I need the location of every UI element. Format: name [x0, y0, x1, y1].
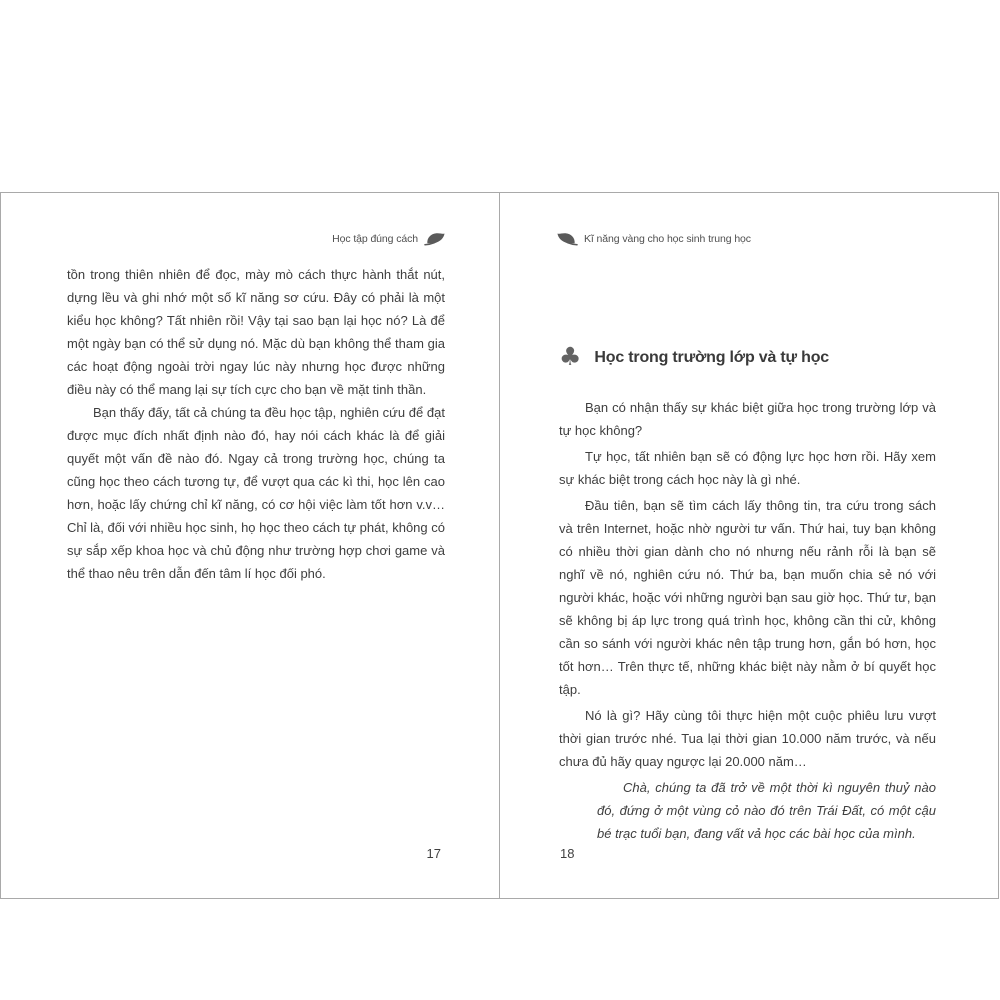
- left-page-text-column: [67, 263, 445, 585]
- paragraph: Bạn thấy đấy, tất cả chúng ta đều học tập, nghiên cứu để đạt được mục đích nhất định nào đó, hay nói cách khác là để giải quyết một vấn đề nào đó. Ngay cả trong trường học, chúng ta cũng học theo cách tương tự, để vượt qua các kì thi, học lên cao hơn, hoặc lấy chứng chỉ kĩ năng, có cơ hội việc làm tốt hơn v.v… Chỉ là, đối với nhiều học sinh, họ học theo cách tự phát, không có sự sắp xếp khoa học và chủ động như trường hợp chơi game và thể thao nêu trên dẫn đến tâm lí học đối phó.: [67, 405, 445, 581]
- running-header-left-title: Học tập đúng cách: [332, 232, 418, 245]
- section-heading-row: [559, 343, 936, 371]
- section-heading: Học trong trường lớp và tự học: [594, 348, 830, 366]
- paragraph: Bạn có nhận thấy sự khác biệt giữa học trong trường lớp và tự học không?: [559, 400, 936, 438]
- page-number-left: 17: [426, 846, 441, 861]
- page-number-right: 18: [560, 846, 575, 861]
- book-spread: [0, 192, 999, 899]
- paragraph: Tự học, tất nhiên bạn sẽ có động lực học hơn rồi. Hãy xem sự khác biệt trong cách học này là gì nhé.: [559, 449, 936, 487]
- paragraph: Đầu tiên, bạn sẽ tìm cách lấy thông tin, tra cứu trong sách và trên Internet, hoặc nhờ người tư vấn. Thứ hai, tuy bạn không có nhiều thời gian dành cho nó nhưng nếu rảnh rỗi là bạn sẽ nghĩ về nó, nghiên cứu nó. Thứ ba, bạn muốn chia sẻ nó với người khác, hoặc với những người bạn sau giờ học. Thứ tư, bạn sẽ không bị áp lực trong quá trình học, không cần thi cử, không cần so sánh với người khác nên tập trung hơn, gắn bó hơn, học tốt hơn… Trên thực tế, những khác biệt này nằm ở bí quyết học tập.: [559, 498, 936, 697]
- paragraph: tồn trong thiên nhiên để đọc, mày mò cách thực hành thắt nút, dựng lều và ghi nhớ một số kĩ năng sơ cứu. Đây có phải là một kiểu học không? Tất nhiên rồi! Vậy tại sao bạn lại học nó? Là để một ngày bạn có thể sử dụng nó. Mặc dù bạn không thể tham gia các hoạt động ngoài trời ngay lúc này nhưng học được những điều này có thể mang lại sự tích cực cho bạn về mặt tinh thần.: [67, 267, 445, 397]
- running-header-right: [557, 231, 751, 246]
- leaf-icon: [557, 231, 578, 246]
- clover-icon: ♣: [559, 342, 582, 371]
- running-header-right-title: Kĩ năng vàng cho học sinh trung học: [584, 232, 751, 245]
- book-page-right: [499, 193, 998, 898]
- book-page-left: [1, 193, 499, 898]
- paragraph: Nó là gì? Hãy cùng tôi thực hiện một cuộc phiêu lưu vượt thời gian trước nhé. Tua lại thời gian 10.000 năm trước, và nếu chưa đủ hãy quay ngược lại 20.000 năm…: [559, 708, 936, 769]
- running-header-left: [332, 231, 445, 246]
- quote-paragraph: Chà, chúng ta đã trở về một thời kì nguyên thuỷ nào đó, đứng ở một vùng cỏ nào đó trên Trái Đất, có một cậu bé trạc tuổi bạn, đang vất vả học các bài học của mình.: [597, 780, 936, 841]
- right-page-text-column: [559, 343, 936, 848]
- leaf-icon: [424, 231, 445, 246]
